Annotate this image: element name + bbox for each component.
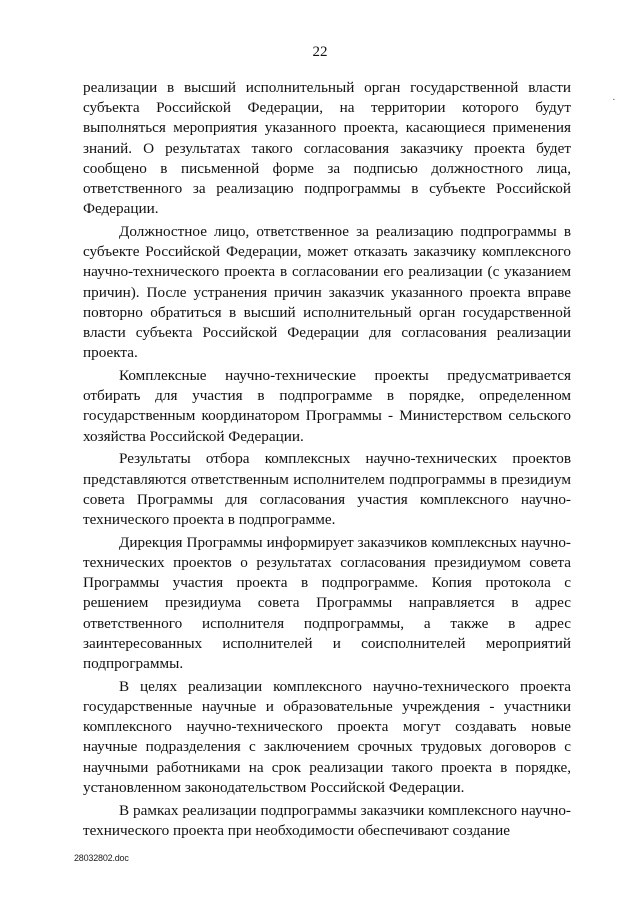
document-file-id: 28032802.doc: [74, 853, 129, 863]
page-number: 22: [312, 44, 328, 60]
paragraph-7: В рамках реализации подпрограммы заказчики комплексного научно-технического проекта при необходимости обеспечивают создание: [83, 801, 571, 839]
paragraph-4: Результаты отбора комплексных научно-технических проектов представляются ответственным исполнителем подпрограммы в президиум совета Программы для согласования участия комплексного научно-технического проекта в подпрограмме.: [83, 450, 571, 529]
paragraph-5: Дирекция Программы информирует заказчиков комплексных научно-технических проектов о результатах согласования президиумом совета Программы участия проекта в подпрограмме. Копия протокола с решением президиума совета Программы направляется в адрес ответственного исполнителя подпрограммы, а также в адрес заинтересованных исполнителей и соисполнителей мероприятий подпрограммы.: [83, 533, 571, 673]
paragraph-3: Комплексные научно-технические проекты предусматривается отбирать для участия в подпрограмме в порядке, определенном государственным координатором Программы - Министерством сельского хозяйства Российской Федерации.: [83, 367, 571, 445]
paragraph-1: реализации в высший исполнительный орган государственной власти субъекта Российской Федерации, на территории которого будут выполняться мероприятия указанного проекта, касающиеся применения знаний. О результатах такого согласования заказчику проекта будет сообщено в письменной форме за подписью должностного лица, ответственного за реализацию подпрограммы в субъекте Российской Федерации.: [83, 79, 571, 218]
document-body: [83, 78, 571, 844]
paragraph-2: Должностное лицо, ответственное за реализацию подпрограммы в субъекте Российской Федерации, может отказать заказчику комплексного научно-технического проекта в согласовании его реализации (с указанием причин). После устранения причин заказчик указанного проекта вправе повторно обратиться в высший исполнительный орган государственной власти субъекта Российской Федерации для согласования реализации проекта.: [83, 223, 571, 362]
paragraph-6: В целях реализации комплексного научно-технического проекта государственные научные и образовательные учреждения - участники комплексного научно-технического проекта могут создавать новые научные подразделения с заключением срочных трудовых договоров с научными работниками на срок реализации такого проекта в порядке, установленном законодательством Российской Федерации.: [83, 677, 571, 796]
margin-mark: ·: [612, 94, 616, 106]
